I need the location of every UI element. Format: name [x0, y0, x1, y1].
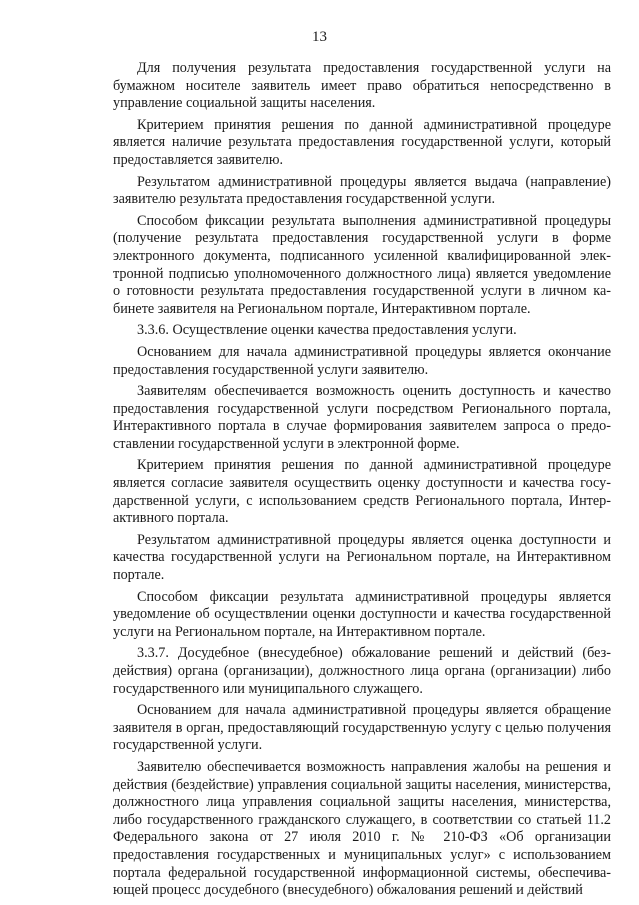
page-body [113, 60, 611, 904]
paragraph-result-3-3-6: Результатом административной процедуры является оценка доступности и качества государственной услуги на Региональном портале, на Интерактивном портале. [113, 531, 611, 584]
paragraph-criterion-3-3-6: Критерием принятия решения по данной административной процедуре является согласие заявителя осуществить оценку доступности и качества государственной услуги, с использованием средств Регионального портала, Интерактивного портала. [113, 457, 611, 527]
paragraph-complaint: Заявителю обеспечивается возможность направления жалобы на решения и действия (бездействие) управления социальной защиты населения, министерства, должностного лица управления социальной защиты населения, министерства, либо государственного гражданского служащего, в соответствии со статьей 11.2 Федерального закона от 27 июля 2010 г. № 210-ФЗ «Об организации предоставления государственных и муниципальных услуг» с использованием портала федеральной государственной информационной системы, обеспечивающей процесс досудебного (внесудебного) обжалования решений и действий [113, 758, 611, 899]
paragraph-decision-criterion: Критерием принятия решения по данной административной процедуре является наличие результата предоставления государственной услуги, который предоставляется заявителю. [113, 116, 611, 168]
paragraph-procedure-result: Результатом административной процедуры является выдача (направление) заявителю результата предоставления государственной услуги. [113, 173, 611, 208]
section-heading-3-3-7: 3.3.7. Досудебное (внесудебное) обжалование решений и действий (бездействия) органа (организации), должностного лица органа (организации) либо государственного или муниципального служащего. [113, 645, 611, 697]
section-heading-3-3-6: 3.3.6. Осуществление оценки качества предоставления услуги. [137, 322, 517, 339]
paragraph-fixation-3-3-6: Способом фиксации результата административной процедуры является уведомление об осуществлении оценки доступности и качества государственной услуги на Региональном портале, на Интерактивном портале. [113, 588, 611, 640]
paragraph-basis-3-3-7: Основанием для начала административной процедуры является обращение заявителя в орган, предоставляющий государственную услугу с целью получения государственной услуги. [113, 702, 611, 754]
paragraph-quality-evaluation: Заявителям обеспечивается возможность оценить доступность и качество предоставления государственной услуги посредством Регионального портала, Интерактивного портала в случае формирования заявителем запроса о предоставлении государственной услуги в электронной форме. [113, 383, 611, 452]
paragraph-basis-3-3-6: Основанием для начала административной процедуры является окончание предоставления государственной услуги заявителю. [113, 343, 611, 378]
paragraph-paper-result: Для получения результата предоставления государственной услуги на бумажном носителе заявитель имеет право обратиться непосредственно в управление социальной защиты населения. [113, 60, 611, 112]
page-number: 13 [312, 29, 327, 45]
paragraph-fixation-method: Способом фиксации результата выполнения административной процедуры (получение результата предоставления государственной услуги в форме электронного документа, подписанного усиленной квалифицированной электронной подписью уполномоченного должностного лица) является уведомление о готовности результата предоставления государственной услуги в личном кабинете заявителя на Региональном портале, Интерактивном портале. [113, 212, 611, 317]
